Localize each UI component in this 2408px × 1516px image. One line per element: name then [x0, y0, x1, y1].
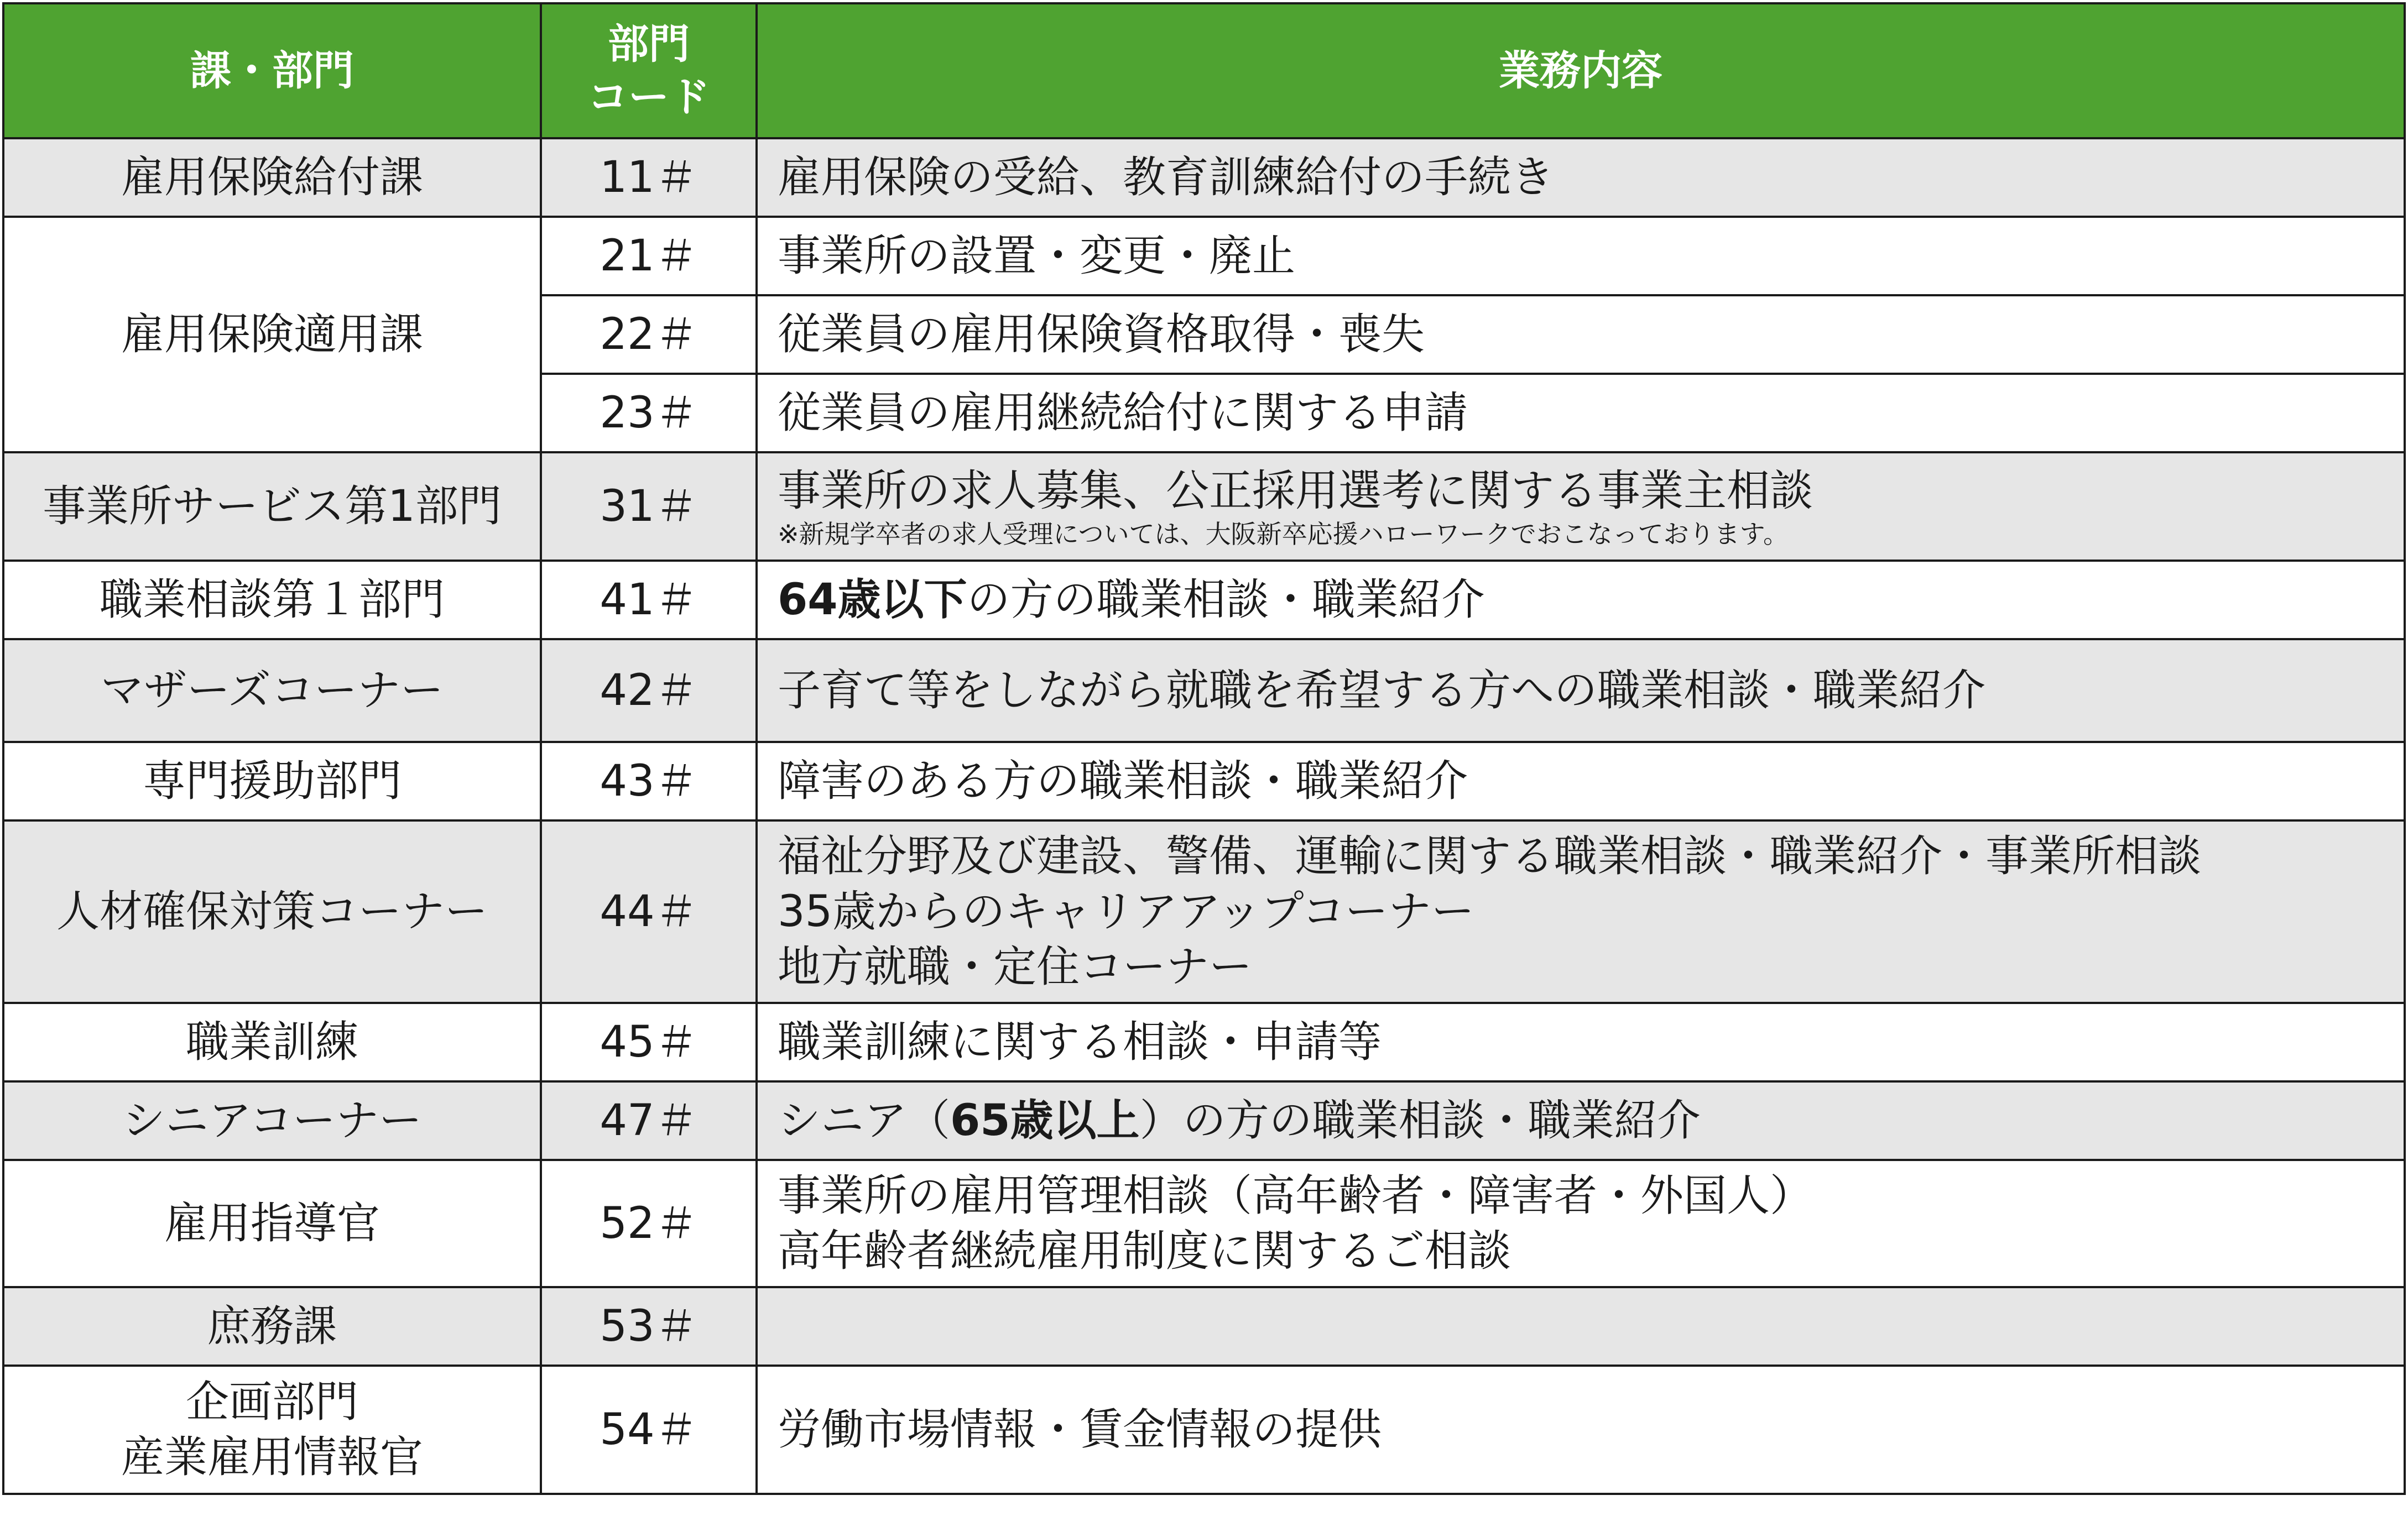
dept-cell: シニアコーナー: [3, 1081, 541, 1160]
dept-cell: 専門援助部門: [3, 742, 541, 820]
desc-cell: 子育て等をしながら就職を希望する方への職業相談・職業紹介: [757, 639, 2405, 742]
desc-note: ※新規学卒者の求人受理については、大阪新卒応援ハローワークでおこなっております。: [778, 519, 1789, 549]
desc-text: シニア（: [778, 1096, 951, 1146]
header-code-line1: 部門: [608, 20, 690, 68]
desc-line: 高年齢者継続雇用制度に関するご相談: [778, 1226, 1511, 1276]
header-code: [541, 3, 757, 138]
dept-cell: 職業相談第１部門: [3, 561, 541, 639]
code-cell: 22＃: [541, 295, 757, 374]
code-cell: 11＃: [541, 138, 757, 217]
code-cell: 45＃: [541, 1003, 757, 1081]
dept-cell: 人材確保対策コーナー: [3, 820, 541, 1003]
dept-line: 企画部門: [185, 1377, 358, 1427]
desc-cell: 障害のある方の職業相談・職業紹介: [757, 742, 2405, 820]
table-row: [3, 1081, 2405, 1160]
desc-cell: [757, 1160, 2405, 1287]
dept-cell: 事業所サービス第1部門: [3, 452, 541, 561]
dept-cell: マザーズコーナー: [3, 639, 541, 742]
dept-cell: 庶務課: [3, 1287, 541, 1366]
desc-text: ）の方の職業相談・職業紹介: [1139, 1096, 1701, 1146]
desc-cell: 職業訓練に関する相談・申請等: [757, 1003, 2405, 1081]
table-row: [3, 1003, 2405, 1081]
desc-line: 35歳からのキャリアアップコーナー: [778, 887, 1474, 937]
desc-cell: [757, 820, 2405, 1003]
dept-line: 産業雇用情報官: [121, 1433, 423, 1482]
table-row: [3, 138, 2405, 217]
desc-cell: 従業員の雇用保険資格取得・喪失: [757, 295, 2405, 374]
desc-text: 事業所の求人募集、公正採用選考に関する事業主相談: [778, 466, 1813, 516]
code-cell: 23＃: [541, 374, 757, 452]
code-cell: 54＃: [541, 1366, 757, 1494]
code-cell: 31＃: [541, 452, 757, 561]
code-cell: 41＃: [541, 561, 757, 639]
desc-line: 地方就職・定住コーナー: [778, 942, 1253, 992]
dept-cell: [3, 1366, 541, 1494]
desc-text: の方の職業相談・職業紹介: [967, 575, 1485, 625]
desc-line: 福祉分野及び建設、警備、運輸に関する職業相談・職業紹介・事業所相談: [778, 832, 2202, 881]
department-table: [2, 2, 2406, 1495]
header-dept: 課・部門: [3, 3, 541, 138]
desc-cell: 雇用保険の受給、教育訓練給付の手続き: [757, 138, 2405, 217]
desc-cell: [757, 561, 2405, 639]
dept-cell: 職業訓練: [3, 1003, 541, 1081]
table-row: [3, 217, 2405, 295]
table-row: [3, 561, 2405, 639]
table-row: [3, 820, 2405, 1003]
code-cell: 42＃: [541, 639, 757, 742]
dept-cell: 雇用指導官: [3, 1160, 541, 1287]
code-cell: 43＃: [541, 742, 757, 820]
code-cell: 44＃: [541, 820, 757, 1003]
desc-emphasis: 64歳以下: [778, 575, 967, 625]
table-row: [3, 1366, 2405, 1494]
table-row: [3, 639, 2405, 742]
desc-emphasis: 65歳以上: [950, 1096, 1140, 1146]
code-cell: 52＃: [541, 1160, 757, 1287]
table-row: [3, 742, 2405, 820]
dept-cell: 雇用保険給付課: [3, 138, 541, 217]
table-header-row: [3, 3, 2405, 138]
code-cell: 47＃: [541, 1081, 757, 1160]
desc-cell: [757, 1287, 2405, 1366]
desc-cell: 労働市場情報・賃金情報の提供: [757, 1366, 2405, 1494]
table-row: [3, 1287, 2405, 1366]
desc-line: 事業所の雇用管理相談（高年齢者・障害者・外国人）: [778, 1171, 1813, 1221]
code-cell: 21＃: [541, 217, 757, 295]
header-code-line2: コード: [587, 74, 710, 121]
code-cell: 53＃: [541, 1287, 757, 1366]
dept-cell: 雇用保険適用課: [3, 217, 541, 452]
desc-cell: [757, 452, 2405, 561]
desc-cell: 事業所の設置・変更・廃止: [757, 217, 2405, 295]
desc-cell: 従業員の雇用継続給付に関する申請: [757, 374, 2405, 452]
desc-cell: [757, 1081, 2405, 1160]
header-desc: 業務内容: [757, 3, 2405, 138]
table-row: [3, 452, 2405, 561]
table-row: [3, 1160, 2405, 1287]
